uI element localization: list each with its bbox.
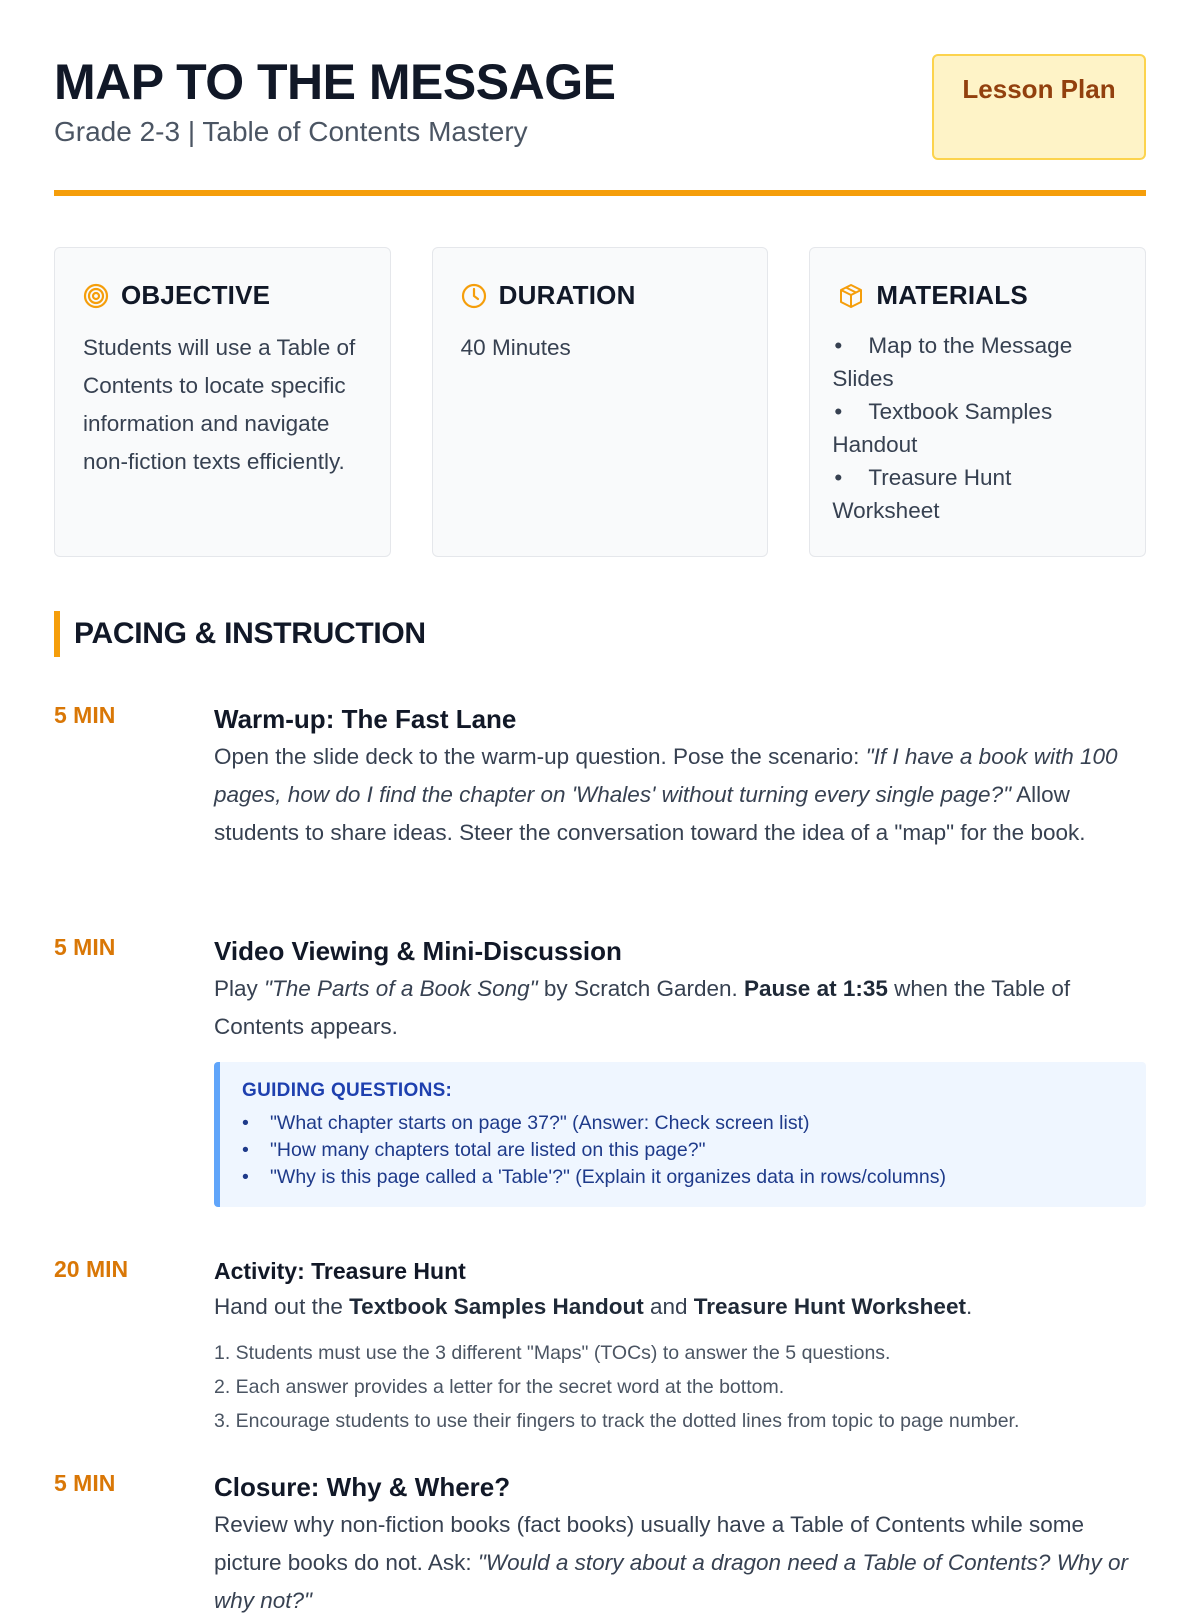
- materials-item: • Treasure Hunt Worksheet: [832, 461, 1117, 527]
- box-icon: [838, 283, 864, 309]
- target-icon: [83, 283, 109, 309]
- step-text: Open the slide deck to the warm-up question. Pose the scenario: "If I have a book with 100 pages, how do I find the chapter on 'Whales' without turning every single page?" Allow students to share ideas. Steer the conversation toward the idea of a "map" for the book.: [214, 744, 1118, 845]
- list-item: • "Why is this page called a 'Table'?" (Explain it organizes data in rows/columns): [242, 1164, 1122, 1191]
- page-title: MAP TO THE MESSAGE: [54, 54, 616, 110]
- objective-title: OBJECTIVE: [121, 280, 271, 310]
- step-heading: Closure: Why & Where?: [214, 1472, 511, 1502]
- activity-steps-list: [214, 1336, 1146, 1438]
- objective-card: [54, 247, 391, 557]
- step-time: 20 MIN: [54, 1256, 129, 1282]
- page-subtitle: Grade 2-3 | Table of Contents Mastery: [54, 116, 528, 147]
- guiding-questions-box: [214, 1062, 1146, 1207]
- step-text: Review why non-fiction books (fact books) usually have a Table of Contents while some picture books do not. Ask: "Would a story about a dragon need a Table of Contents? Why or why not?": [214, 1512, 1128, 1613]
- materials-list: [832, 329, 1117, 527]
- materials-item: • Map to the Message Slides: [832, 329, 1117, 395]
- duration-card: [432, 247, 769, 557]
- step-time: 5 MIN: [54, 702, 116, 728]
- duration-title: DURATION: [498, 280, 636, 310]
- info-cards: [54, 247, 1146, 557]
- lesson-plan-badge: Lesson Plan: [932, 54, 1146, 160]
- list-item: 1. Students must use the 3 different "Maps" (TOCs) to answer the 5 questions.: [214, 1342, 891, 1364]
- step-time: 5 MIN: [54, 934, 116, 960]
- guiding-questions-title: GUIDING QUESTIONS:: [242, 1080, 453, 1101]
- step-heading: Activity: Treasure Hunt: [214, 1258, 466, 1284]
- materials-title: MATERIALS: [876, 280, 1028, 310]
- lesson-header: [54, 52, 1146, 196]
- list-item: 3. Encourage students to use their fingers to track the dotted lines from topic to page number.: [214, 1410, 1020, 1432]
- step-heading: Warm-up: The Fast Lane: [214, 704, 517, 734]
- clock-icon: [461, 283, 487, 309]
- objective-text: Students will use a Table of Contents to locate specific information and navigate non-fiction texts efficiently.: [83, 335, 356, 474]
- list-item: • "How many chapters total are listed on this page?": [242, 1137, 1122, 1164]
- step-text: Hand out the Textbook Samples Handout and Treasure Hunt Worksheet.: [214, 1294, 973, 1319]
- section-title: PACING & INSTRUCTION: [54, 611, 426, 657]
- guiding-questions-list: [242, 1110, 1122, 1191]
- materials-card: [809, 247, 1146, 557]
- duration-text: 40 Minutes: [460, 335, 571, 360]
- step-time: 5 MIN: [54, 1470, 116, 1496]
- step-heading: Video Viewing & Mini-Discussion: [214, 936, 622, 966]
- list-item: 2. Each answer provides a letter for the secret word at the bottom.: [214, 1376, 785, 1398]
- list-item: • "What chapter starts on page 37?" (Answer: Check screen list): [242, 1110, 1122, 1137]
- materials-item: • Textbook Samples Handout: [832, 395, 1117, 461]
- step-text: Play "The Parts of a Book Song" by Scratch Garden. Pause at 1:35 when the Table of Contents appears.: [214, 976, 1071, 1039]
